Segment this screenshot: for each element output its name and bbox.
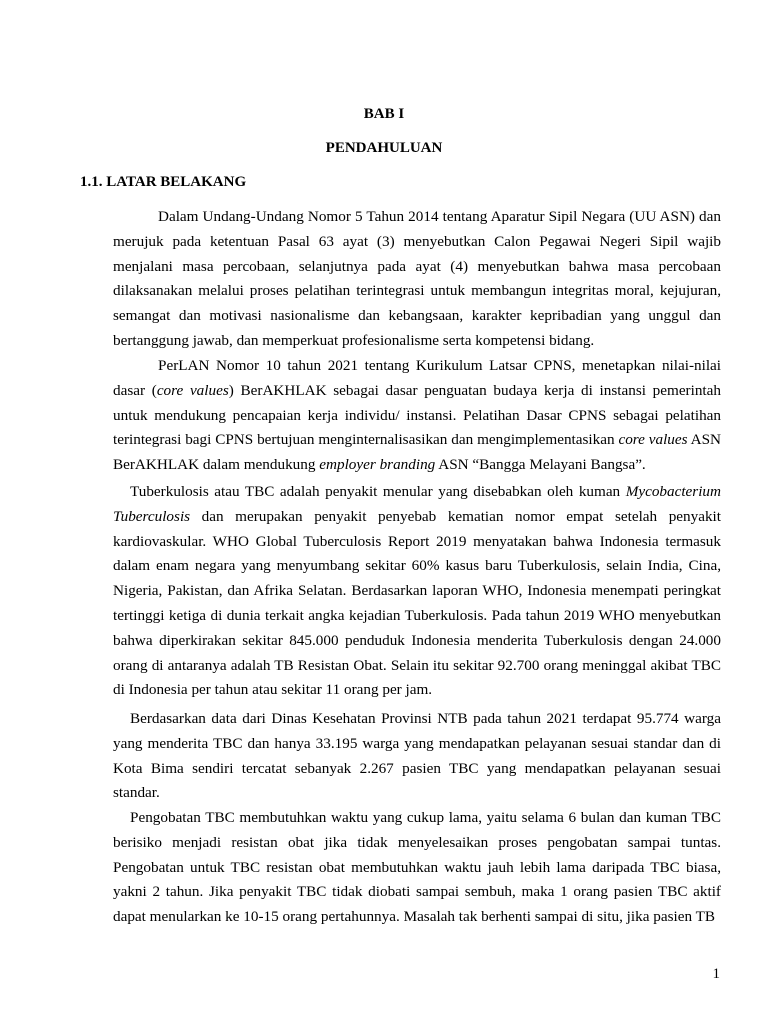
text-run: Pengobatan TBC membutuhkan waktu yang cukup lama, yaitu selama 6 bulan dan kuman TBC berisiko menjadi resistan obat jika tidak menyelesaikan proses pengobatan sampai tuntas. Pengobatan untuk TBC resistan obat membutuhkan waktu jauh lebih lama daripada TBC biasa, yakni 2 tahun. Jika penyakit TBC tidak diobati sampai sembuh, maka 1 orang pasien TBC aktif dapat menularkan ke 10-15 orang pertahunnya. Masalah tak berhenti sampai di situ, jika pasien TB — [113, 809, 721, 926]
italic-text-run: core values — [156, 381, 229, 399]
section-heading: 1.1. LATAR BELAKANG — [80, 174, 247, 190]
italic-text-run: employer branding — [319, 456, 436, 474]
text-run: PerLAN Nomor 10 tahun 2021 tentang Kurikulum Latsar CPNS, menetapkan nilai-nilai dasar ( — [113, 357, 721, 399]
chapter-number: BAB I — [363, 106, 405, 122]
text-run: Dalam Undang-Undang Nomor 5 Tahun 2014 tentang Aparatur Sipil Negara (UU ASN) dan merujuk pada ketentuan Pasal 63 ayat (3) menyebutkan Calon Pegawai Negeri Sipil wajib menjalani masa percobaan, selanjutnya pada ayat (4) menyebutkan bahwa masa percobaan dilaksanakan melalui proses pelatihan terintegrasi untuk membangun integritas moral, kejujuran, semangat dan motivasi nasionalisme dan kebangsaan, karakter kepribadian yang unggul dan bertanggung jawab, dan memperkuat profesionalisme serta kompetensi bidang. — [113, 208, 721, 349]
text-run: ASN BerAKHLAK dalam mendukung — [113, 431, 721, 474]
italic-text-run: Mycobacterium Tuberculosis — [113, 483, 721, 525]
text-run: ASN “Bangga Melayani Bangsa”. — [435, 456, 646, 474]
paragraph — [113, 205, 721, 354]
text-run: Tuberkulosis atau TBC adalah penyakit menular yang disebabkan oleh kuman — [130, 483, 626, 500]
text-run: ) BerAKHLAK sebagai dasar penguatan budaya kerja di instansi pemerintah untuk mendukung pencapaian kerja individu/ instansi. Pelatihan Dasar CPNS sebagai pelatihan terintegrasi bagi CPNS bertujuan menginternalisasikan dan mengimplementasikan — [113, 381, 721, 449]
italic-text-run: core values — [618, 431, 688, 449]
paragraph — [113, 480, 721, 703]
text-run: dan merupakan penyakit penyebab kematian nomor empat setelah penyakit kardiovaskular. WHO Global Tuberculosis Report 2019 menyatakan bahwa Indonesia termasuk dalam enam negara yang menyumbang sekitar 60% kasus baru Tuberkulosis, selain India, Cina, Nigeria, Pakistan, dan Afrika Selatan. Berdasarkan laporan WHO, Indonesia menempati peringkat tertinggi ketiga di dunia terkait angka kejadian Tuberkulosis. Pada tahun 2019 WHO menyebutkan bahwa diperkirakan sekitar 845.000 penduduk Indonesia menderita Tuberkulosis dengan 24.000 orang di antaranya adalah TB Resistan Obat. Selain itu sekitar 92.700 orang meninggal akibat TBC di Indonesia per tahun atau sekitar 11 orang per jam. — [113, 507, 721, 699]
page-number: 1 — [712, 966, 720, 982]
chapter-title: PENDAHULUAN — [325, 140, 443, 156]
paragraph — [113, 707, 721, 806]
paragraph — [113, 354, 721, 478]
paragraph — [113, 806, 721, 930]
text-run: Berdasarkan data dari Dinas Kesehatan Provinsi NTB pada tahun 2021 terdapat 95.774 warga yang menderita TBC dan hanya 33.195 warga yang mendapatkan pelayanan sesuai standar dan di Kota Bima sendiri tercatat sebanyak 2.267 pasien TBC yang mendapatkan pelayanan sesuai standar. — [113, 710, 721, 802]
